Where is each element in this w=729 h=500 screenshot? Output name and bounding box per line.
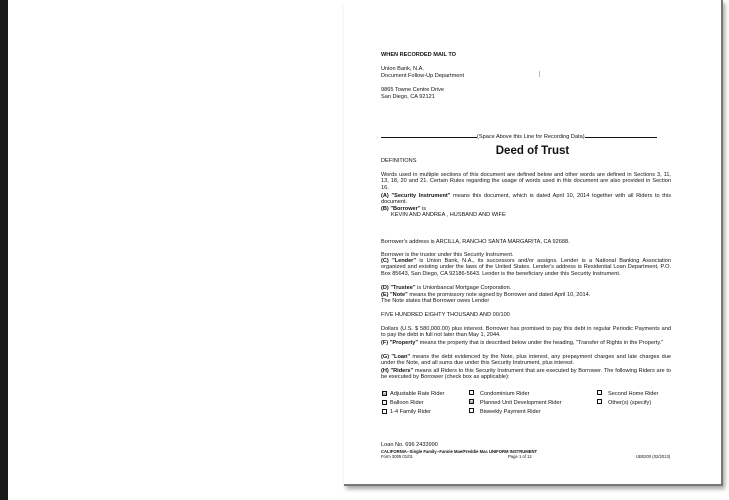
def-e-label: (E) — [381, 292, 389, 298]
space-above-label: (Space Above this Line for Recording Data) — [477, 134, 585, 140]
rider-checkbox[interactable]: ☑ — [383, 391, 388, 397]
rider-checkbox[interactable] — [382, 409, 387, 414]
document-page — [344, 0, 723, 486]
page-number: Page 1 of 12 — [508, 454, 532, 459]
def-b-text: is — [420, 206, 427, 212]
recording-data-line — [381, 134, 657, 140]
left-edge-bar — [0, 0, 8, 500]
rule-right — [585, 137, 657, 138]
def-c-term: "Lender" — [392, 258, 417, 264]
def-f-text: means the property that is described below under the heading, "Transfer of Rights in the Property." — [418, 340, 664, 346]
rider-checkbox[interactable] — [382, 400, 387, 405]
def-c-label: (C) — [381, 258, 389, 264]
def-g-term: "Loan" — [391, 354, 411, 360]
def-e-term: "Note" — [390, 292, 408, 298]
borrower-address: Borrower's address is ARCILLA, RANCHO SANTA MARGARITA, CA 92688. — [381, 239, 570, 245]
definitions-intro: Words used in multiple sections of this document are defined below and other words are defined in Sections 3, 11, 13, 18, 20 and 21. Certain Rules regarding the usage of words used in this document are also provided in Section 16. — [381, 172, 671, 191]
def-h-label: (H) — [381, 368, 389, 374]
rider-label: Condominium Rider — [480, 391, 530, 397]
rider-label: Adjustable Rate Rider — [390, 391, 445, 397]
dollars-paragraph: Dollars (U.S. $ 580,000.00) plus interest. Borrower has promised to pay this debt in regular Periodic Payments and to pay the debt in full not later than May 1, 2044. — [381, 326, 671, 339]
rider-checkbox[interactable]: ☑ — [470, 399, 475, 405]
borrower-name: KEVIN AND ANDREA , HUSBAND AND WIFE — [391, 212, 506, 218]
rider-checkbox[interactable] — [597, 399, 602, 404]
mail-to-line-4: San Diego, CA 92121 — [381, 94, 435, 100]
def-d-text: is Unionbancal Mortgage Corporation. — [415, 285, 512, 291]
definition-h — [381, 368, 671, 381]
definition-d — [381, 285, 511, 292]
amount-in-words: FIVE HUNDRED EIGHTY THOUSAND AND 00/100 — [381, 312, 510, 318]
trustor-line: Borrower is the trustor under this Security Instrument. — [381, 252, 514, 258]
definition-f — [381, 340, 671, 346]
form-code: UB0200 (02/2013) — [636, 454, 671, 459]
def-b-term: "Borrower" — [390, 206, 421, 212]
def-a-label: (A) — [381, 193, 389, 199]
definition-g — [381, 354, 671, 367]
def-h-term: "Riders" — [390, 368, 414, 374]
document-title: Deed of Trust — [495, 145, 570, 157]
def-g-label: (G) — [381, 354, 390, 360]
definitions-heading: DEFINITIONS — [381, 158, 417, 164]
rider-label: Other(s) (specify) — [608, 400, 652, 406]
mail-to-line-2: Document Follow-Up Department — [381, 73, 465, 79]
def-c-text: is Union Bank, N.A., its successors and/or assigns. Lender is a National Banking Association organized and existing under the laws of the United States. Lender's address is Residential Loan Department, P.O. Box 85643, San Diego, CA 92186-5643. Lender is the beneficiary under this Security Instrument. — [381, 258, 671, 277]
when-recorded-heading: WHEN RECORDED MAIL TO — [381, 52, 456, 58]
def-f-term: "Property" — [389, 340, 419, 346]
mail-to-line-3: 9865 Towne Centre Drive — [381, 87, 445, 93]
def-h-text: means all Riders to this Security Instrument that are executed by Borrower. The following Riders are to be executed by Borrower (check box as applicable): — [381, 368, 671, 381]
form-number: Form 3005 01/01 — [381, 454, 413, 459]
def-b-label: (B) — [381, 206, 389, 212]
rider-label: Planned Unit Development Rider — [480, 400, 562, 406]
def-d-term: "Trustee" — [390, 285, 416, 291]
def-d-label: (D) — [381, 285, 389, 291]
mail-to-line-1: Union Bank, N.A. — [381, 66, 424, 72]
def-a-term: "Security Instrument" — [391, 193, 451, 199]
def-a-text: means this document, which is dated April 10, 2014 together with all Riders to this document. — [381, 193, 671, 206]
rider-label: 1-4 Family Rider — [390, 409, 432, 415]
definition-c — [381, 258, 671, 277]
definition-a — [381, 193, 671, 206]
form-description: CALIFORNIA--Single Family--Fannie Mae/Freddie Mac UNIFORM INSTRUMENT — [381, 449, 538, 454]
def-f-label: (F) — [381, 340, 389, 346]
rider-label: Second Home Rider — [608, 391, 659, 397]
rule-left — [381, 137, 477, 138]
rider-checkbox[interactable] — [469, 390, 474, 395]
scan-mark — [539, 71, 540, 77]
rider-checkbox[interactable] — [469, 408, 474, 413]
rider-label: Biweekly Payment Rider — [480, 409, 541, 415]
rider-label: Balloon Rider — [390, 400, 424, 406]
def-g-text: means the debt evidenced by the Note, plus interest, any prepayment charges and late charges due under the Note, and all sums due under this Security Instrument, plus interest. — [381, 354, 671, 367]
note-states-line: The Note states that Borrower owes Lender — [381, 298, 490, 304]
rider-checkbox[interactable] — [597, 390, 602, 395]
def-e-text: means the promissory note signed by Borrower and dated April 10, 2014. — [407, 292, 591, 298]
loan-number: Loan No. 696 2433990 — [381, 442, 438, 448]
